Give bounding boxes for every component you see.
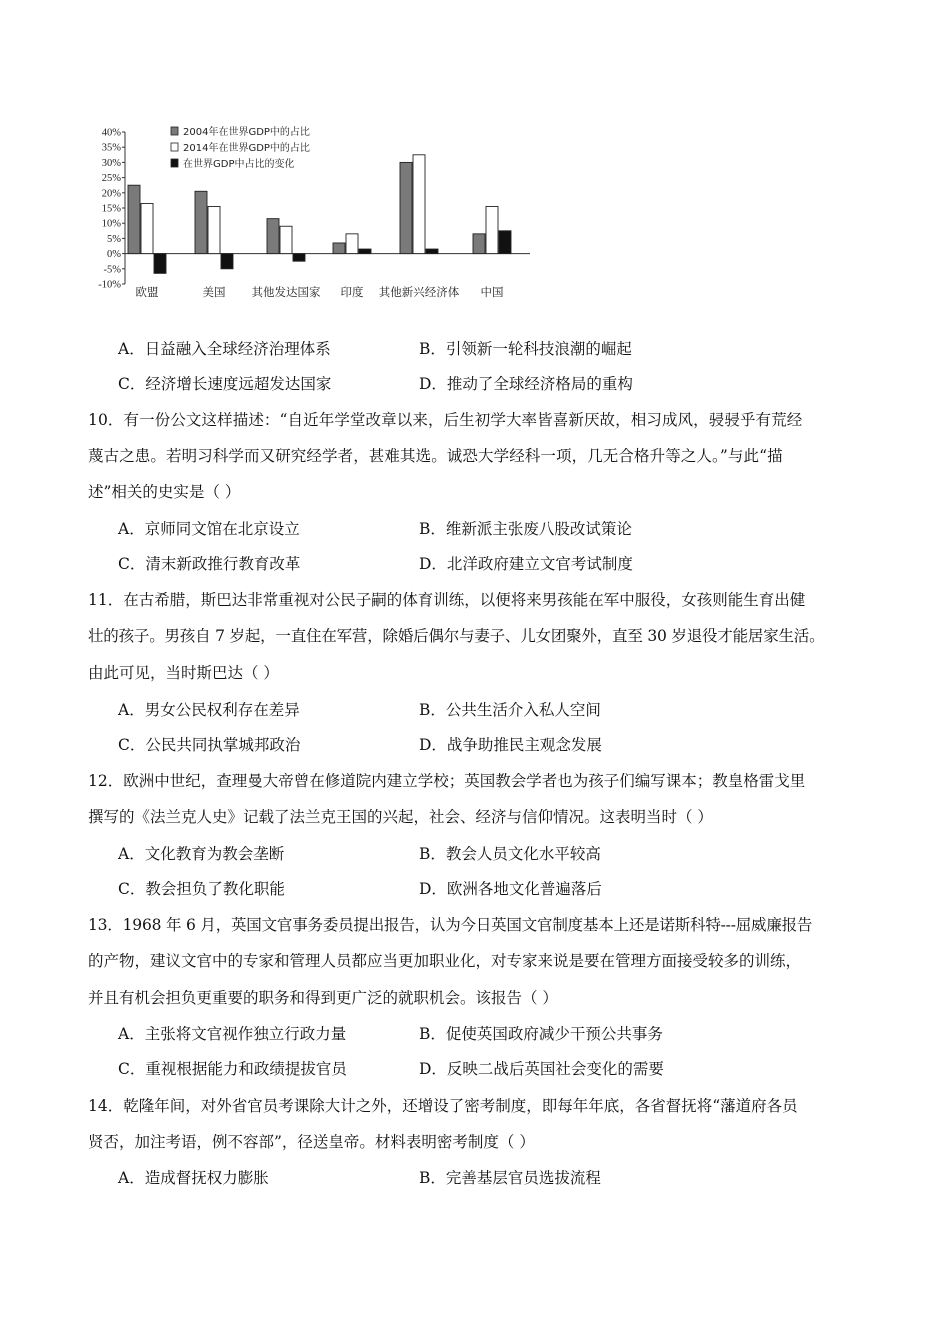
bar (267, 219, 279, 254)
category-label: 中国 (480, 285, 504, 299)
q10-stem-line-2: 蔑古之患。若明习科学而又研究经学者，甚难其选。诚恐大学经科一项，几无合格升等之人。”与此“描 (88, 447, 783, 465)
legend-swatch (171, 159, 178, 167)
y-tick-label: 20% (101, 188, 121, 200)
q11-option-a[interactable]: A．男女公民权利存在差异 (118, 701, 300, 719)
bar (195, 191, 207, 253)
q11-options-row-1 (118, 698, 601, 720)
category-label: 欧盟 (135, 285, 159, 299)
bar (154, 254, 166, 274)
bar (141, 203, 153, 253)
bar (128, 185, 140, 253)
q9-option-b[interactable]: B．引领新一轮科技浪潮的崛起 (419, 340, 632, 358)
legend-label: 2004年在世界GDP中的占比 (183, 127, 310, 138)
q14-stem-line-2: 贤否，加注考语，例不容部”，径送皇帝。材料表明密考制度（ ） (88, 1133, 535, 1151)
legend-label: 2014年在世界GDP中的占比 (183, 143, 310, 154)
y-tick-label: 0% (107, 249, 121, 261)
legend-swatch (171, 127, 178, 135)
q9-options-row-1 (118, 337, 632, 359)
q9-option-a[interactable]: A．日益融入全球经济治理体系 (118, 340, 331, 358)
q13-option-b[interactable]: B．促使英国政府减少干预公共事务 (419, 1025, 663, 1043)
y-tick-label: 25% (101, 173, 121, 185)
legend-swatch (171, 143, 178, 151)
legend (171, 125, 310, 170)
q10-option-a[interactable]: A．京师同文馆在北京设立 (118, 520, 300, 538)
category-label: 印度 (340, 285, 364, 299)
q9-option-d[interactable]: D．推动了全球经济格局的重构 (419, 375, 633, 393)
category-label: 美国 (202, 285, 226, 299)
q10-stem-line-3: 述”相关的史实是（ ） (88, 483, 241, 501)
bar (499, 231, 511, 254)
q10-options-row-2 (118, 552, 633, 574)
bar (400, 162, 412, 253)
q9-option-c[interactable]: C．经济增长速度远超发达国家 (118, 375, 332, 393)
category-label: 其他发达国家 (251, 285, 321, 299)
q12-options-row-1 (118, 842, 601, 864)
q10-options-row-1 (118, 517, 632, 539)
q11-stem-line-2: 壮的孩子。男孩自 7 岁起，一直住在军营，除婚后偶尔与妻子、儿女团聚外，直至 30 岁退役才能居家生活。 (88, 627, 825, 645)
q13-options-row-1 (118, 1022, 663, 1044)
q14-option-a[interactable]: A．造成督抚权力膨胀 (118, 1169, 269, 1187)
y-tick-label: 40% (101, 127, 121, 139)
y-tick-label: 35% (101, 142, 121, 154)
bar (346, 234, 358, 254)
q10-option-c[interactable]: C．清末新政推行教育改革 (118, 555, 301, 573)
bars (128, 155, 511, 274)
q13-stem-line-3: 并且有机会担负更重要的职务和得到更广泛的就职机会。该报告（ ） (88, 989, 558, 1007)
q12-options-row-2 (118, 877, 602, 899)
q12-option-c[interactable]: C．教会担负了教化职能 (118, 880, 285, 898)
q12-stem-line-2: 撰写的《法兰克人史》记载了法兰克王国的兴起，社会、经济与信仰情况。这表明当时（ ） (88, 808, 713, 826)
q12-option-d[interactable]: D．欧洲各地文化普遍落后 (419, 880, 602, 898)
q11-option-b[interactable]: B．公共生活介入私人空间 (419, 701, 601, 719)
y-tick-label: -5% (103, 264, 121, 276)
legend-label: 在世界GDP中占比的变化 (183, 159, 295, 170)
q12-option-b[interactable]: B．教会人员文化水平较高 (419, 845, 601, 863)
q13-stem-line-2: 的产物，建议文官中的专家和管理人员都应当更加职业化，对专家来说是要在管理方面接受较多的训练， (88, 952, 802, 970)
q13-stem-line-1: 13．1968 年 6 月，英国文官事务委员提出报告，认为今日英国文官制度基本上还是诺斯科特---屈威廉报告 (88, 916, 813, 934)
q13-option-d[interactable]: D．反映二战后英国社会变化的需要 (419, 1060, 664, 1078)
bar (473, 234, 485, 254)
q11-stem-line-3: 由此可见，当时斯巴达（ ） (88, 664, 279, 682)
gdp-share-bar-chart (85, 122, 535, 307)
category-labels (136, 285, 504, 299)
q11-option-c[interactable]: C．公民共同执掌城邦政治 (118, 736, 301, 754)
bar (413, 155, 425, 254)
bar (486, 206, 498, 253)
q13-option-c[interactable]: C．重视根据能力和政绩提拔官员 (118, 1060, 347, 1078)
bar (221, 254, 233, 269)
q13-options-row-2 (118, 1057, 664, 1079)
q10-stem-line-1: 10．有一份公文这样描述：“自近年学堂改章以来，后生初学大率皆喜新厌故，相习成风，骎骎乎有荒经 (88, 411, 803, 429)
q9-options-row-2 (118, 372, 633, 394)
q10-option-b[interactable]: B．维新派主张废八股改试策论 (419, 520, 632, 538)
q14-option-b[interactable]: B．完善基层官员选拔流程 (419, 1169, 601, 1187)
category-label: 其他新兴经济体 (378, 285, 460, 299)
q12-stem-line-1: 12．欧洲中世纪，查理曼大帝曾在修道院内建立学校；英国教会学者也为孩子们编写课本；教皇格雷戈里 (88, 772, 806, 790)
y-tick-label: 30% (101, 157, 121, 169)
y-tick-label: -10% (98, 279, 121, 291)
q11-options-row-2 (118, 733, 602, 755)
y-tick-label: 5% (107, 233, 121, 245)
bar (359, 249, 371, 254)
bar (333, 243, 345, 254)
q13-option-a[interactable]: A．主张将文官视作独立行政力量 (118, 1025, 347, 1043)
q11-option-d[interactable]: D．战争助推民主观念发展 (419, 736, 602, 754)
q14-stem-line-1: 14．乾隆年间，对外省官员考课除大计之外，还增设了密考制度，即每年年底，各省督抚将“藩道府各员 (88, 1097, 798, 1115)
bar (293, 254, 305, 262)
bar (280, 226, 292, 253)
y-tick-label: 10% (101, 218, 121, 230)
q10-option-d[interactable]: D．北洋政府建立文官考试制度 (419, 555, 633, 573)
q11-stem-line-1: 11．在古希腊，斯巴达非常重视对公民子嗣的体育训练，以便将来男孩能在军中服役，女孩则能生育出健 (88, 591, 806, 609)
bar (426, 249, 438, 254)
q14-options-row-1 (118, 1166, 601, 1188)
bar (208, 206, 220, 253)
q12-option-a[interactable]: A．文化教育为教会垄断 (118, 845, 285, 863)
y-tick-label: 15% (101, 203, 121, 215)
